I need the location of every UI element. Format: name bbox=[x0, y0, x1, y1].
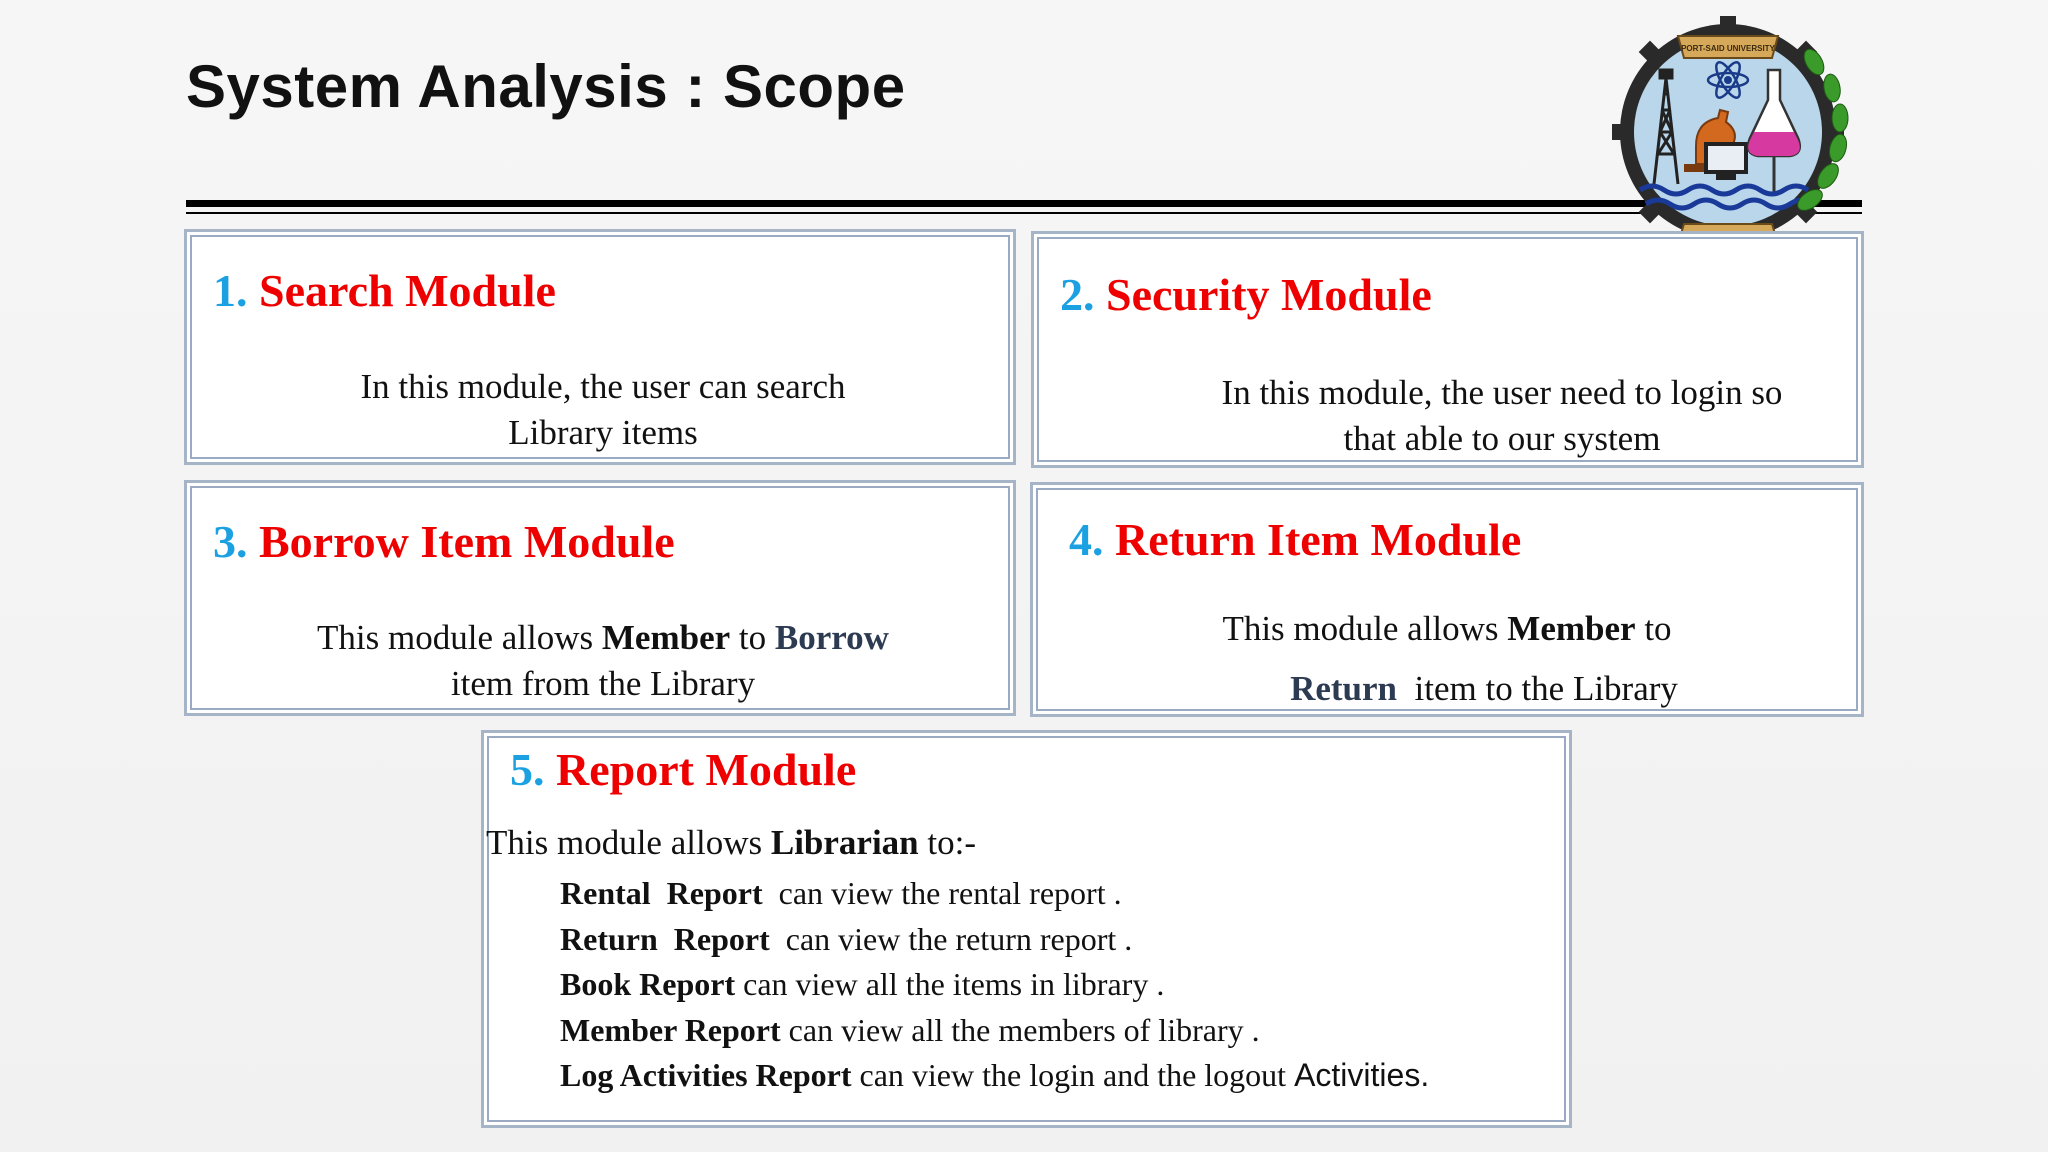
description-line: Return item to the Library bbox=[1290, 669, 1678, 708]
module-description bbox=[1033, 599, 1867, 719]
module-card-report bbox=[481, 730, 1572, 1128]
module-heading bbox=[510, 743, 856, 796]
module-card-search bbox=[184, 229, 1016, 465]
module-card-borrow bbox=[184, 480, 1016, 716]
module-heading bbox=[1069, 513, 1521, 566]
university-logo-icon bbox=[1600, 14, 1862, 250]
description-line: that able to our system bbox=[1343, 419, 1661, 458]
module-number: 2. bbox=[1060, 269, 1095, 320]
description-line: This module allows Member to Borrow bbox=[317, 618, 889, 657]
report-item: Member Report can view all the members of library . bbox=[560, 1011, 1260, 1048]
module-number: 3. bbox=[213, 516, 248, 567]
module-number: 4. bbox=[1069, 514, 1104, 565]
report-item: Book Report can view all the items in library . bbox=[560, 966, 1165, 1002]
module-heading bbox=[213, 515, 675, 568]
module-name: Borrow Item Module bbox=[259, 516, 675, 567]
module-name: Security Module bbox=[1106, 269, 1432, 320]
module-name: Search Module bbox=[259, 265, 556, 316]
report-list bbox=[560, 871, 1429, 1099]
module-description bbox=[1102, 370, 1902, 462]
module-description bbox=[187, 364, 1019, 456]
report-item: Return Report can view the return report . bbox=[560, 920, 1133, 957]
description-line: This module allows Member to bbox=[1222, 609, 1672, 648]
module-number: 1. bbox=[213, 265, 248, 316]
module-name: Report Module bbox=[556, 744, 857, 795]
module-card-security bbox=[1031, 231, 1864, 468]
svg-text:PORT-SAID UNIVERSITY: PORT-SAID UNIVERSITY bbox=[1681, 44, 1775, 53]
module-card-return bbox=[1030, 482, 1864, 717]
report-item: Log Activities Report can view the login and the logout Activities. bbox=[560, 1057, 1430, 1093]
module-description bbox=[187, 615, 1019, 707]
description-line: In this module, the user can search bbox=[360, 367, 846, 406]
module-heading bbox=[213, 264, 556, 317]
description-line: item from the Library bbox=[450, 664, 756, 703]
description-line: In this module, the user need to login so bbox=[1221, 373, 1783, 412]
report-item: Rental Report can view the rental report . bbox=[560, 875, 1122, 911]
report-intro: This module allows Librarian to:- bbox=[486, 823, 976, 862]
module-number: 5. bbox=[510, 744, 545, 795]
slide-title: System Analysis : Scope bbox=[186, 53, 906, 120]
description-line: Library items bbox=[508, 413, 698, 452]
module-name: Return Item Module bbox=[1115, 514, 1522, 565]
module-heading bbox=[1060, 268, 1432, 321]
